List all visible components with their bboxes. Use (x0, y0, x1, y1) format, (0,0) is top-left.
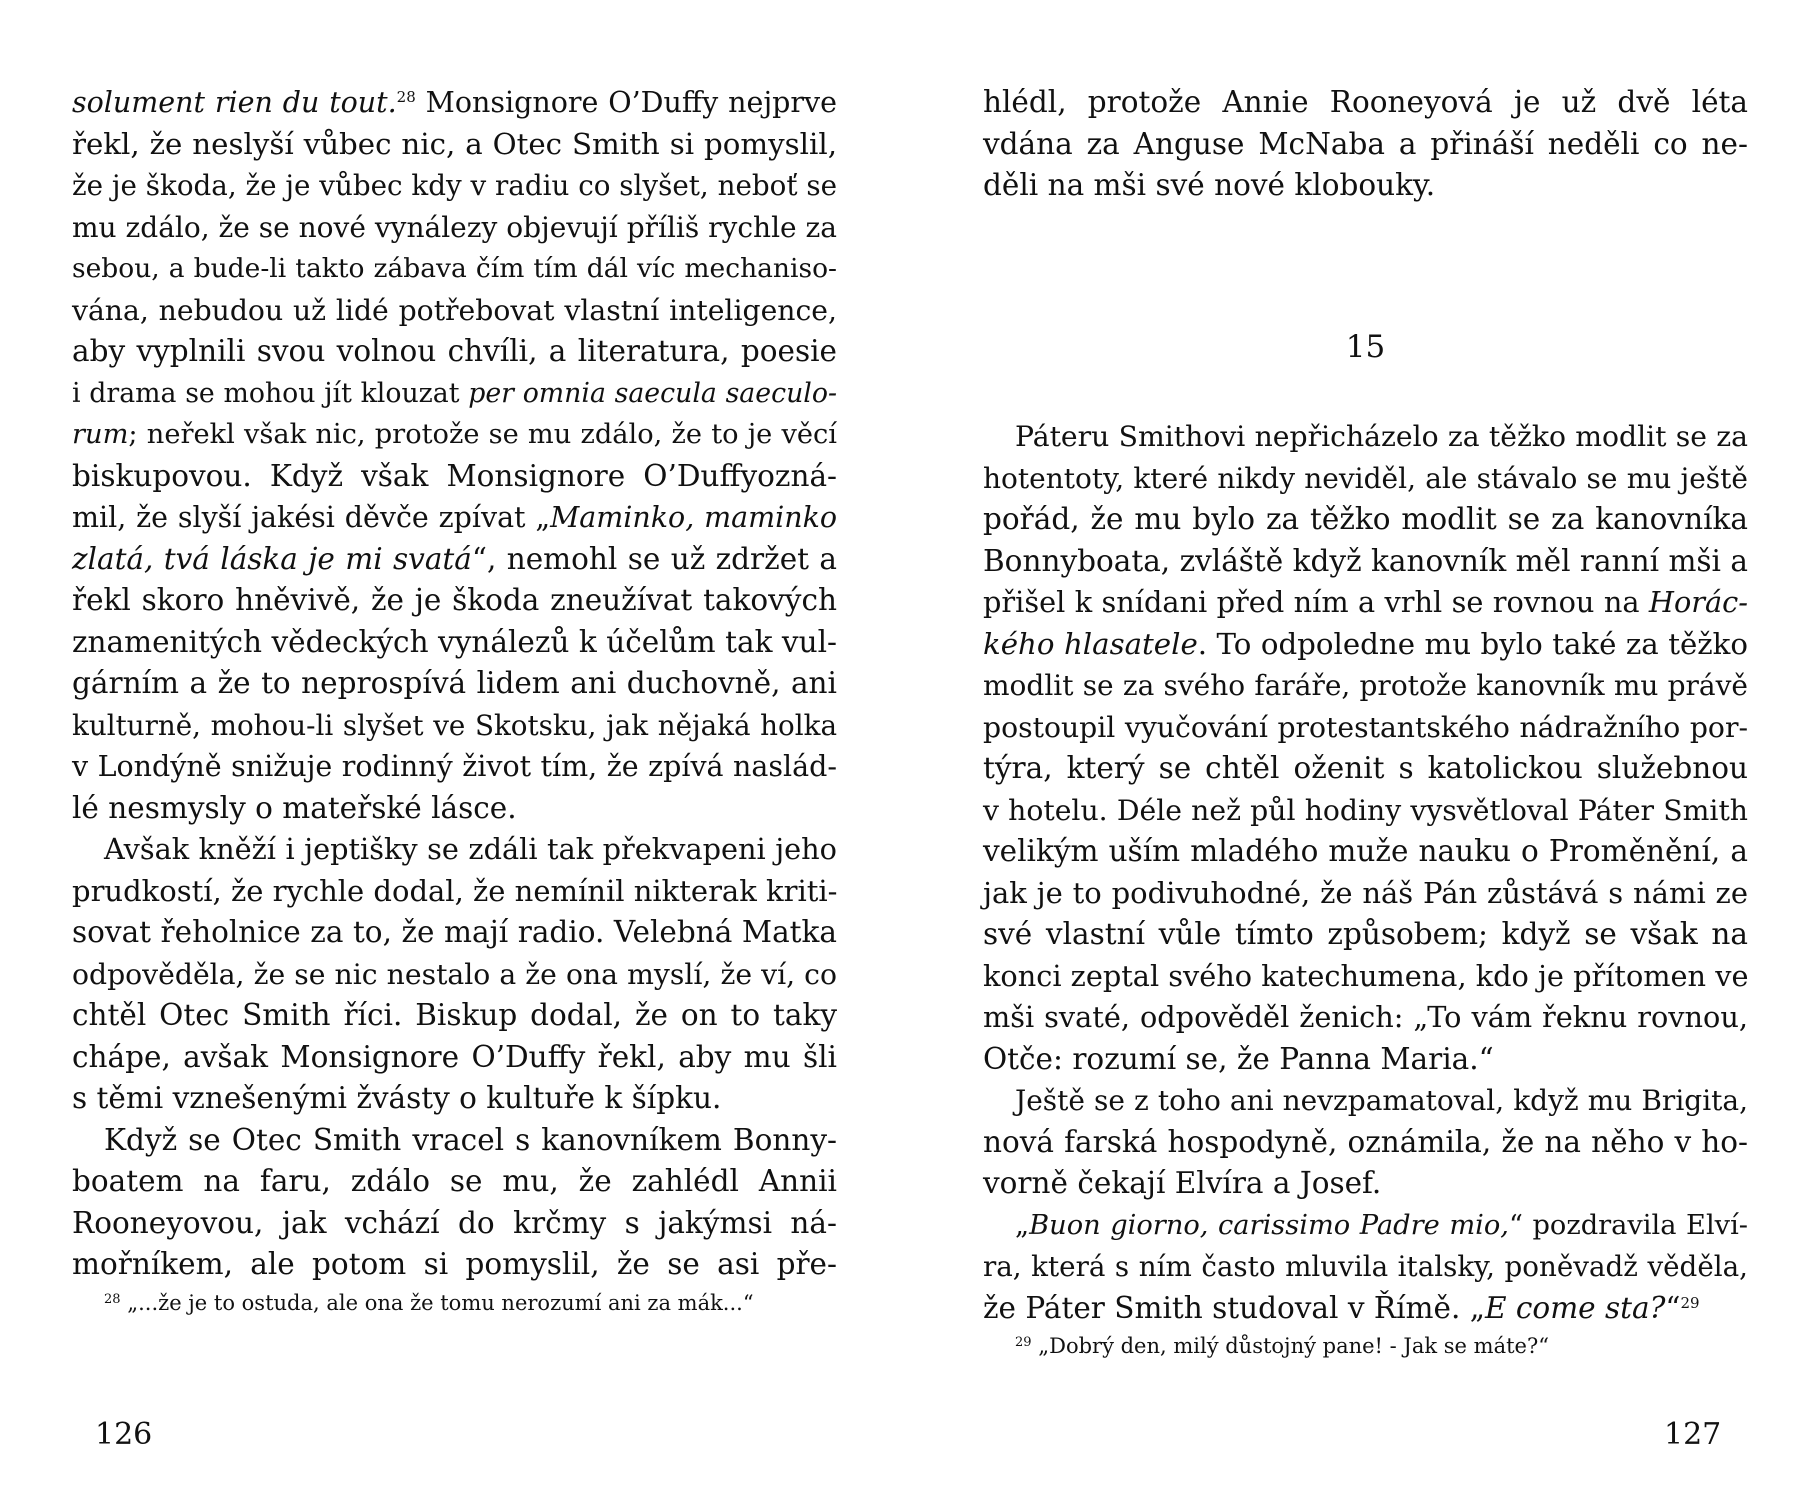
text-line: mu zdálo, že se nové vynálezy objevují příliš rychle za (72, 210, 837, 244)
text-line: postoupil vyučování protestantského nádražního por- (983, 710, 1748, 744)
text-line: kulturně, mohou-li slyšet ve Skotsku, jak nějaká holka (72, 708, 837, 742)
text-line: řekl, že neslyší vůbec nic, a Otec Smith si pomyslil, (72, 126, 837, 161)
text-line: nová farská hospodyně, oznámila, že na něho v ho- (983, 1124, 1748, 1159)
text-line: že Páter Smith studoval v Římě. „E come sta?“$^{29}$ (983, 1290, 1700, 1325)
text-line: i drama se mohou jít klouzat per omnia saecula saeculo- (72, 377, 837, 409)
text-line: s těmi vznešenými žvásty o kultuře k šípku. (72, 1081, 722, 1115)
text-line: jak je to podivuhodné, že náš Pán zůstává s námi ze (983, 875, 1748, 910)
footnote-ref: 28 (396, 88, 416, 106)
text-line: chtěl Otec Smith říci. Biskup dodal, že on to taky (72, 998, 837, 1032)
text-line: solument rien du tout.$^{28}$ Monsignore O’Duffy nejprve (72, 86, 837, 119)
text-line: odpověděla, že se nic nestalo a že ona myslí, že ví, co (72, 957, 837, 991)
text-line: týra, který se chtěl oženit s katolickou služebnou (983, 751, 1748, 785)
page-number: 127 (1664, 1417, 1722, 1452)
text-line: Páteru Smithovi nepřicházelo za těžko modlit se za (1015, 420, 1748, 453)
text-line: aby vyplnili svou volnou chvíli, a literatura, poesie (72, 334, 837, 368)
text-line: velikým uším mladého muže nauku o Proměnění, a (983, 834, 1748, 868)
text-line: vorně čekají Elvíra a Josef. (983, 1166, 1382, 1200)
text-line: Otče: rozumí se, že Panna Maria.“ (983, 1041, 1494, 1076)
text-line: kého hlasatele. To odpoledne mu bylo také za těžko (983, 626, 1749, 661)
text-line: vána, nebudou už lidé potřebovat vlastní inteligence, (72, 293, 837, 327)
text-line: boatem na faru, zdálo se mu, že zahlédl Annii (72, 1164, 837, 1198)
text-line: že je škoda, že je vůbec kdy v radiu co slyšet, neboť se (72, 169, 837, 202)
text-line: lé nesmysly o mateřské lásce. (72, 790, 517, 825)
text-line: hotentoty, které nikdy neviděl, ale stávalo se mu ještě (983, 461, 1748, 495)
footnote: $^{29}$ „Dobrý den, milý důstojný pane! - Jak se máte?“ (1015, 1334, 1549, 1358)
footnote: $^{28}$ „...že je to ostuda, ale ona že tomu nerozumí ani za mák...“ (104, 1290, 754, 1315)
text-line: Rooneyovou, jak vchází do krčmy s jakýmsi ná- (72, 1205, 837, 1240)
footnote-ref: 29 (1680, 1293, 1700, 1312)
text-line: znamenitých vědeckých vynálezů k účelům tak vul- (72, 624, 837, 659)
chapter-number: 15 (1345, 328, 1386, 365)
text-line: Když se Otec Smith vracel s kanovníkem Bonny- (104, 1122, 837, 1157)
text-line: Bonnyboata, zvláště když kanovník měl ranní mši a (983, 543, 1748, 578)
text-line: Ještě se z toho ani nevzpamatoval, když mu Brigita, (1015, 1084, 1748, 1117)
text-line: sovat řeholnice za to, že mají radio. Velebná Matka (72, 915, 837, 949)
text-line: ra, která s ním často mluvila italsky, poněvadž věděla, (983, 1250, 1748, 1283)
text-line: mši svaté, odpověděl ženich: „To vám řeknu rovnou, (983, 1000, 1748, 1034)
text-line: rum; neřekl však nic, protože se mu zdálo, že to je věcí (72, 419, 837, 450)
text-line: přišel k snídani před ním a vrhl se rovnou na Horác- (983, 585, 1748, 619)
text-line: v Londýně snižuje rodinný život tím, že zpívá naslád- (72, 750, 837, 783)
text-line: gárním a že to neprospívá lidem ani duchovně, ani (72, 666, 837, 700)
text-line: vdána za Anguse McNaba a přináší neděli co ne- (983, 126, 1748, 161)
text-line: chápe, avšak Monsignore O’Duffy řekl, aby mu šli (72, 1039, 837, 1074)
text-line: konci zeptal svého katechumena, kdo je přítomen ve (983, 958, 1749, 993)
text-line: biskupovou. Když však Monsignore O’Duffyozná- (72, 458, 837, 493)
text-line: hlédl, protože Annie Rooneyová je už dvě léta (983, 85, 1748, 119)
text-line: Avšak kněží i jeptišky se zdáli tak překvapeni jeho (104, 832, 837, 866)
text-line: děli na mši své nové klobouky. (983, 168, 1436, 202)
text-line: zlatá, tvá láska je mi svatá“, nemohl se už zdržet a (72, 541, 837, 576)
text-line: v hotelu. Déle než půl hodiny vysvětloval Páter Smith (983, 793, 1748, 827)
text-line: „Buon giorno, carissimo Padre mio,“ pozdravila Elví- (1015, 1209, 1748, 1241)
text-line: prudkostí, že rychle dodal, že nemínil nikterak kriti- (72, 873, 838, 908)
text-line: své vlastní vůle tímto způsobem; když se však na (983, 917, 1748, 951)
text-line: mořníkem, ale potom si pomyslil, že se asi pře- (72, 1247, 837, 1281)
text-line: sebou, a bude-li takto zábava čím tím dál víc mechaniso- (72, 253, 837, 284)
text-line: mil, že slyší jakési děvče zpívat „Maminko, maminko (72, 501, 838, 534)
text-line: pořád, že mu bylo za těžko modlit se za kanovníka (983, 502, 1748, 536)
right-page (983, 82, 1748, 1363)
left-page (72, 82, 837, 1320)
text-line: řekl skoro hněvivě, že je škoda zneužívat takových (72, 583, 837, 617)
text-line: modlit se za svého faráře, protože kanovník mu právě (983, 669, 1748, 702)
page-number: 126 (95, 1417, 153, 1452)
